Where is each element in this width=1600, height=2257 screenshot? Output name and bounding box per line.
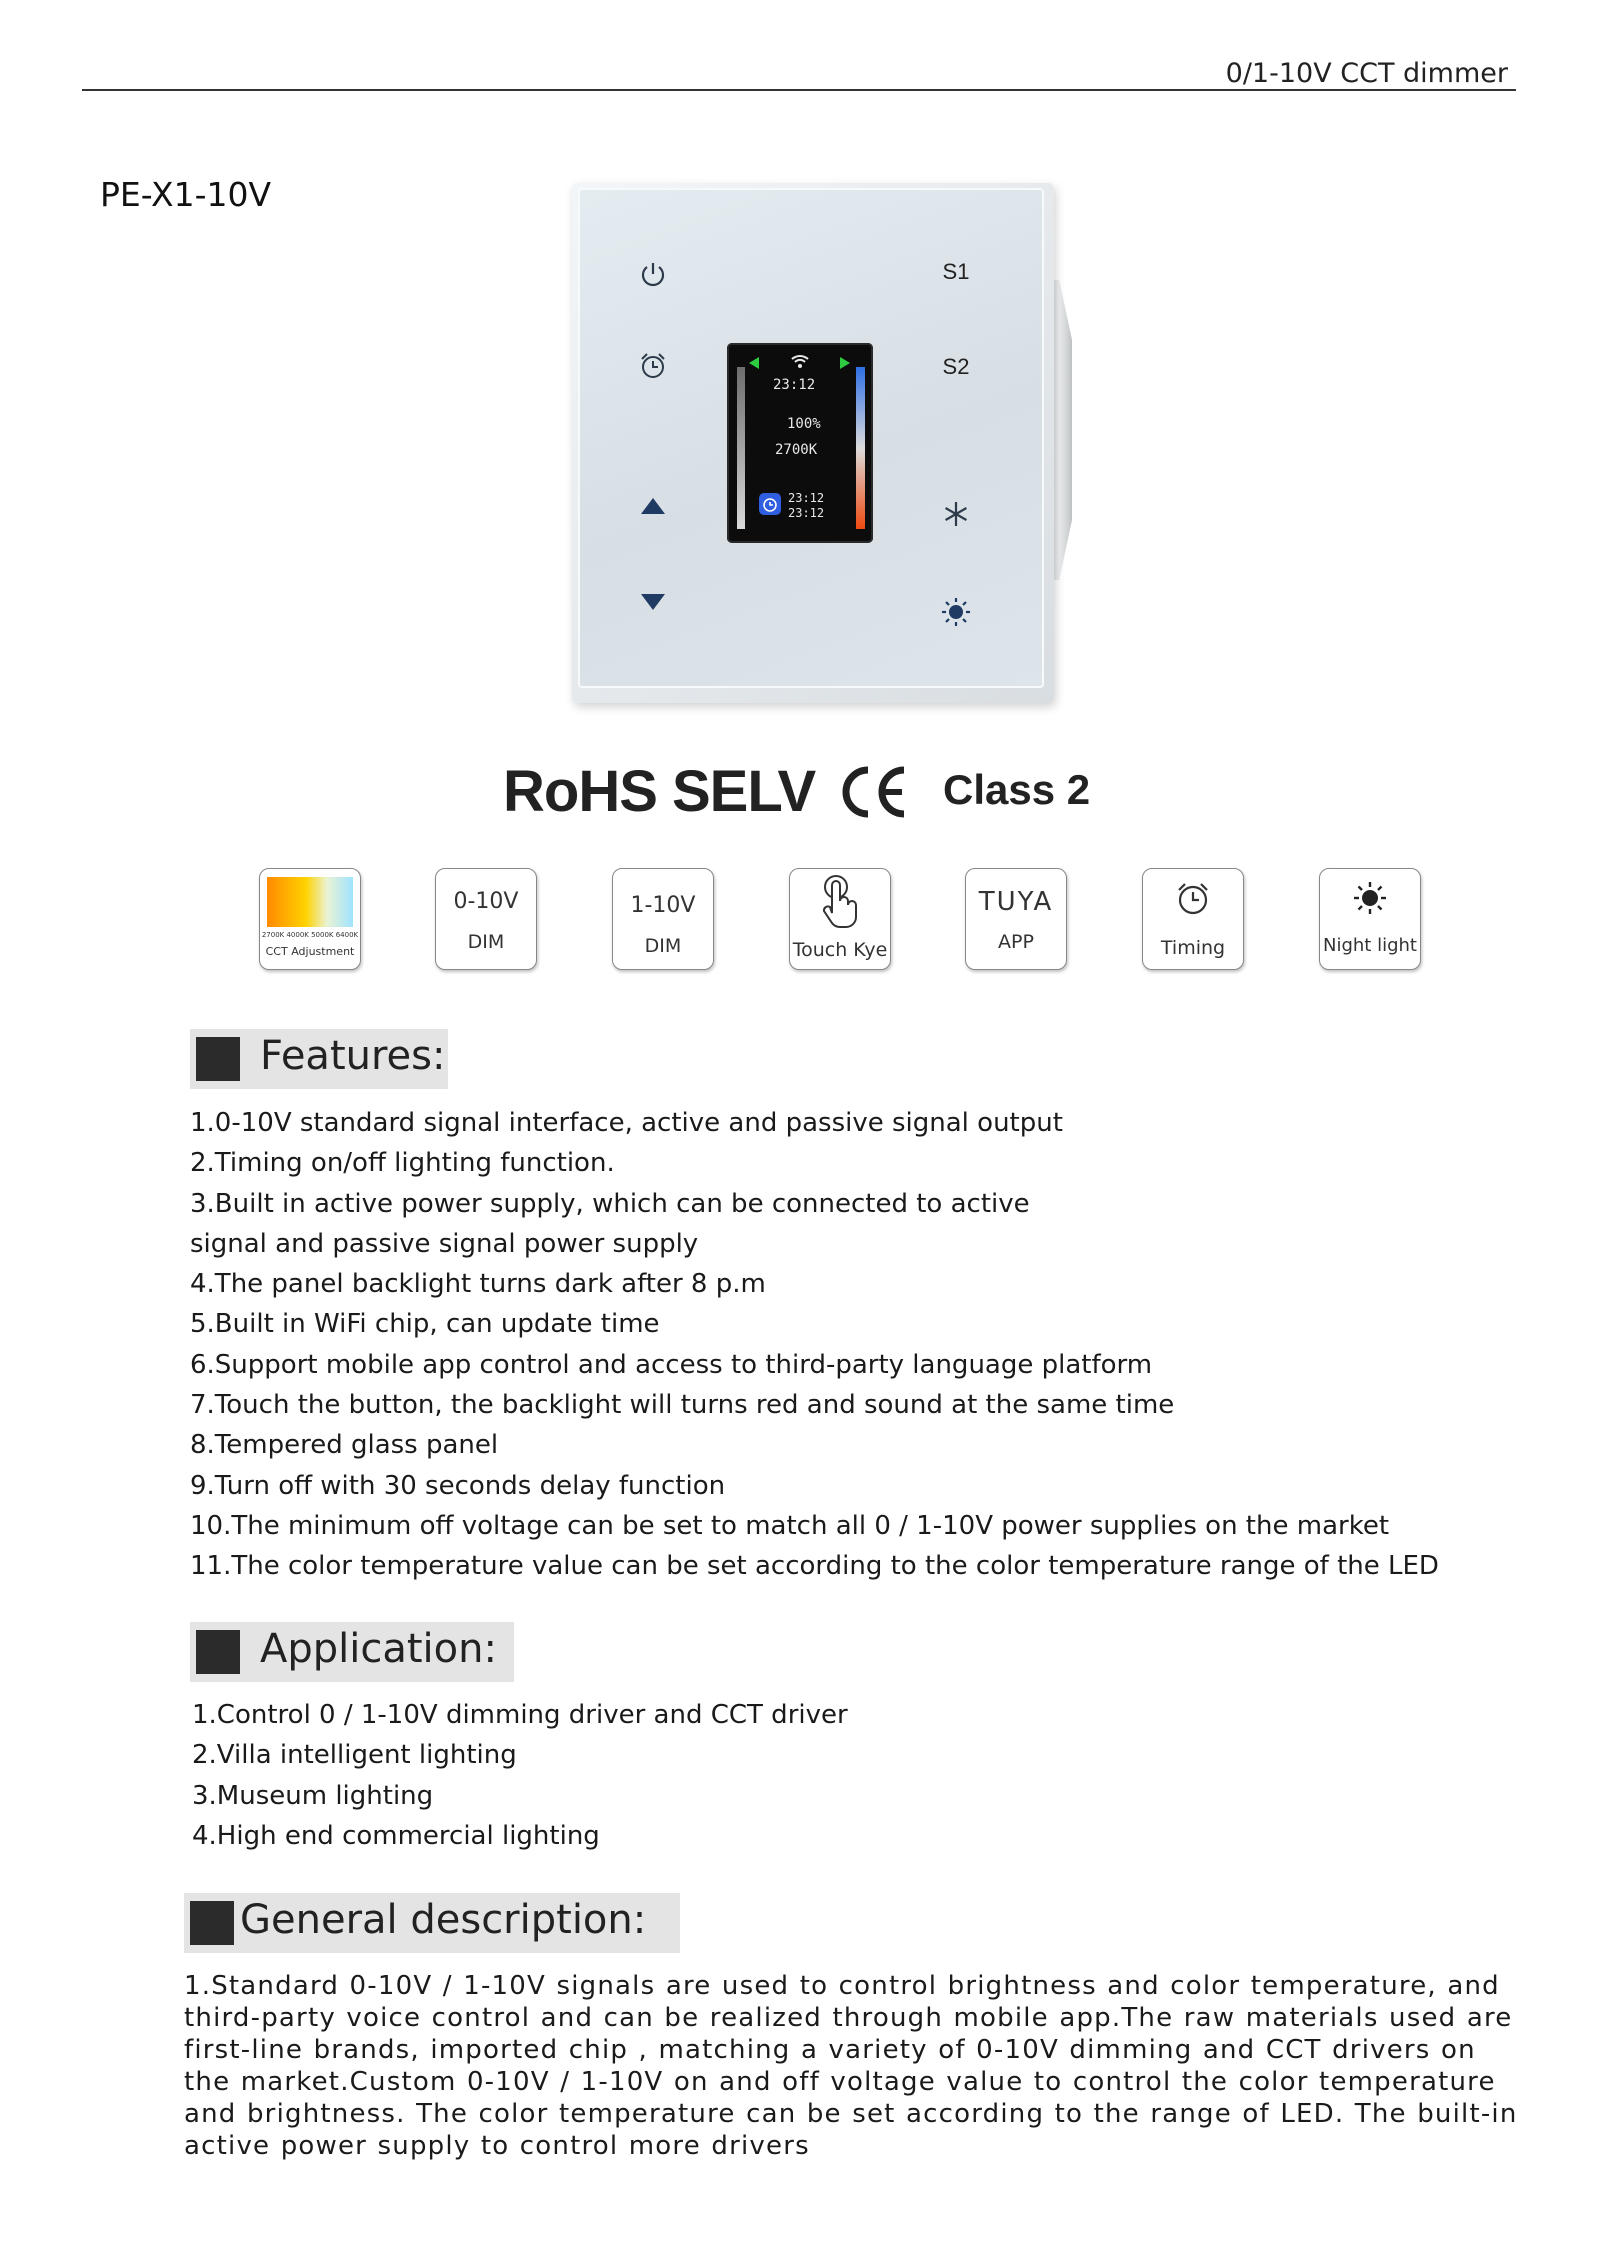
- timer-icon: [759, 493, 781, 515]
- general-description-title: General description:: [240, 1897, 647, 1943]
- list-item: 10.The minimum off voltage can be set to match all 0 / 1-10V power supplies on the market: [190, 1510, 1390, 1541]
- snowflake-icon: [934, 492, 978, 536]
- touch-hand-icon: [820, 873, 860, 929]
- dim-0-10v-badge: [435, 868, 537, 970]
- night-light-caption: Night light: [1323, 935, 1417, 956]
- general-description-text: 1.Standard 0-10V / 1-10V signals are used to control brightness and color temperature, and third-party voice control and can be realized through mobile app.The raw materials used are first-line brands, imported chip , matching a variety of 0-10V dimming and CCT drivers on the market.Custom 0-10V / 1-10V on and off voltage value to control the color temperature and brightness. The color temperature can be set according to the range of LED. The built-in active power supply to control more drivers: [184, 1971, 1518, 2161]
- features-list: [190, 1103, 1439, 1587]
- arrow-up-icon: [631, 484, 675, 528]
- dim-0-10v-line2: DIM: [467, 931, 505, 953]
- timing-caption: Timing: [1160, 937, 1226, 959]
- list-item: 4.High end commercial lighting: [192, 1820, 600, 1851]
- cct-ticks: 2700K 4000K 5000K 6400K: [261, 931, 359, 939]
- brightness-bar: [737, 367, 745, 529]
- s2-button-label: S2: [942, 354, 970, 379]
- lcd-screen: [727, 343, 873, 543]
- list-item: 11.The color temperature value can be set according to the color temperature range of the LED: [190, 1551, 1439, 1582]
- tuya-line1: TUYA: [978, 887, 1054, 917]
- power-icon: [631, 252, 675, 296]
- timing-clock-icon: [1175, 881, 1211, 917]
- alarm-clock-icon: [631, 344, 675, 388]
- tuya-app-badge: [965, 868, 1067, 970]
- cct-caption: CCT Adjustment: [265, 945, 355, 958]
- list-item: 9.Turn off with 30 seconds delay function: [190, 1470, 726, 1501]
- list-item: 6.Support mobile app control and access to third-party language platform: [190, 1349, 1153, 1380]
- features-heading: [190, 1029, 448, 1089]
- dim-1-10v-badge: [612, 868, 714, 970]
- sun-icon: [934, 590, 978, 634]
- tuya-line2: APP: [998, 931, 1034, 953]
- arrow-down-icon: [631, 580, 675, 624]
- list-item: 3.Museum lighting: [192, 1780, 434, 1811]
- heading-square-marker: [190, 1901, 234, 1945]
- cct-gradient-swatch: [267, 877, 353, 927]
- screen-timer-off: 23:12: [788, 506, 825, 520]
- list-item: 1.Control 0 / 1-10V dimming driver and CCT driver: [192, 1700, 848, 1730]
- application-heading: [190, 1622, 514, 1682]
- night-light-badge: [1319, 868, 1421, 970]
- ce-mark-icon: [838, 764, 910, 820]
- screen-brightness: 100%: [787, 416, 821, 432]
- list-item: 2.Villa intelligent lighting: [192, 1740, 517, 1771]
- list-item: 8.Tempered glass panel: [190, 1430, 499, 1461]
- list-item: 1.0-10V standard signal interface, active and passive signal output: [190, 1108, 1063, 1138]
- class-2-mark: Class 2: [943, 766, 1091, 813]
- right-arrow-icon: [840, 357, 850, 369]
- certifications-row: [0, 758, 1600, 828]
- s1-button-label: S1: [942, 259, 970, 284]
- model-number: PE-X1-10V: [100, 175, 272, 214]
- screen-cct: 2700K: [775, 442, 818, 458]
- timing-badge: [1142, 868, 1244, 970]
- touch-key-caption: Touch Kye: [792, 939, 888, 961]
- night-light-sun-icon: [1353, 881, 1387, 915]
- heading-square-marker: [196, 1630, 240, 1674]
- list-item: signal and passive signal power supply: [190, 1228, 699, 1259]
- list-item: 5.Built in WiFi chip, can update time: [190, 1309, 660, 1340]
- general-description-heading: [184, 1893, 680, 1953]
- dim-0-10v-line1: 0-10V: [453, 889, 519, 914]
- document-header-title: 0/1-10V CCT dimmer: [1225, 58, 1508, 89]
- screen-timer-on: 23:12: [788, 491, 825, 505]
- rohs-selv-mark: RoHS SELV: [503, 759, 816, 824]
- left-arrow-icon: [749, 357, 759, 369]
- dim-1-10v-line1: 1-10V: [630, 893, 696, 918]
- list-item: 4.The panel backlight turns dark after 8 p.m: [190, 1269, 766, 1300]
- list-item: 2.Timing on/off lighting function.: [190, 1148, 615, 1179]
- cct-adjustment-badge: [259, 868, 361, 970]
- wifi-icon: [790, 353, 810, 369]
- list-item: 7.Touch the button, the backlight will turns red and sound at the same time: [190, 1390, 1175, 1421]
- touch-key-badge: [789, 868, 891, 970]
- list-item: 3.Built in active power supply, which can be connected to active: [190, 1188, 1030, 1219]
- heading-square-marker: [196, 1037, 240, 1081]
- color-temperature-bar: [856, 367, 865, 529]
- header-divider: [82, 89, 1516, 91]
- screen-time: 23:12: [773, 377, 816, 393]
- dim-1-10v-line2: DIM: [644, 935, 682, 957]
- features-title: Features:: [260, 1033, 446, 1079]
- application-title: Application:: [260, 1626, 497, 1672]
- feature-icons-row: [0, 868, 1600, 972]
- application-list: [192, 1695, 848, 1856]
